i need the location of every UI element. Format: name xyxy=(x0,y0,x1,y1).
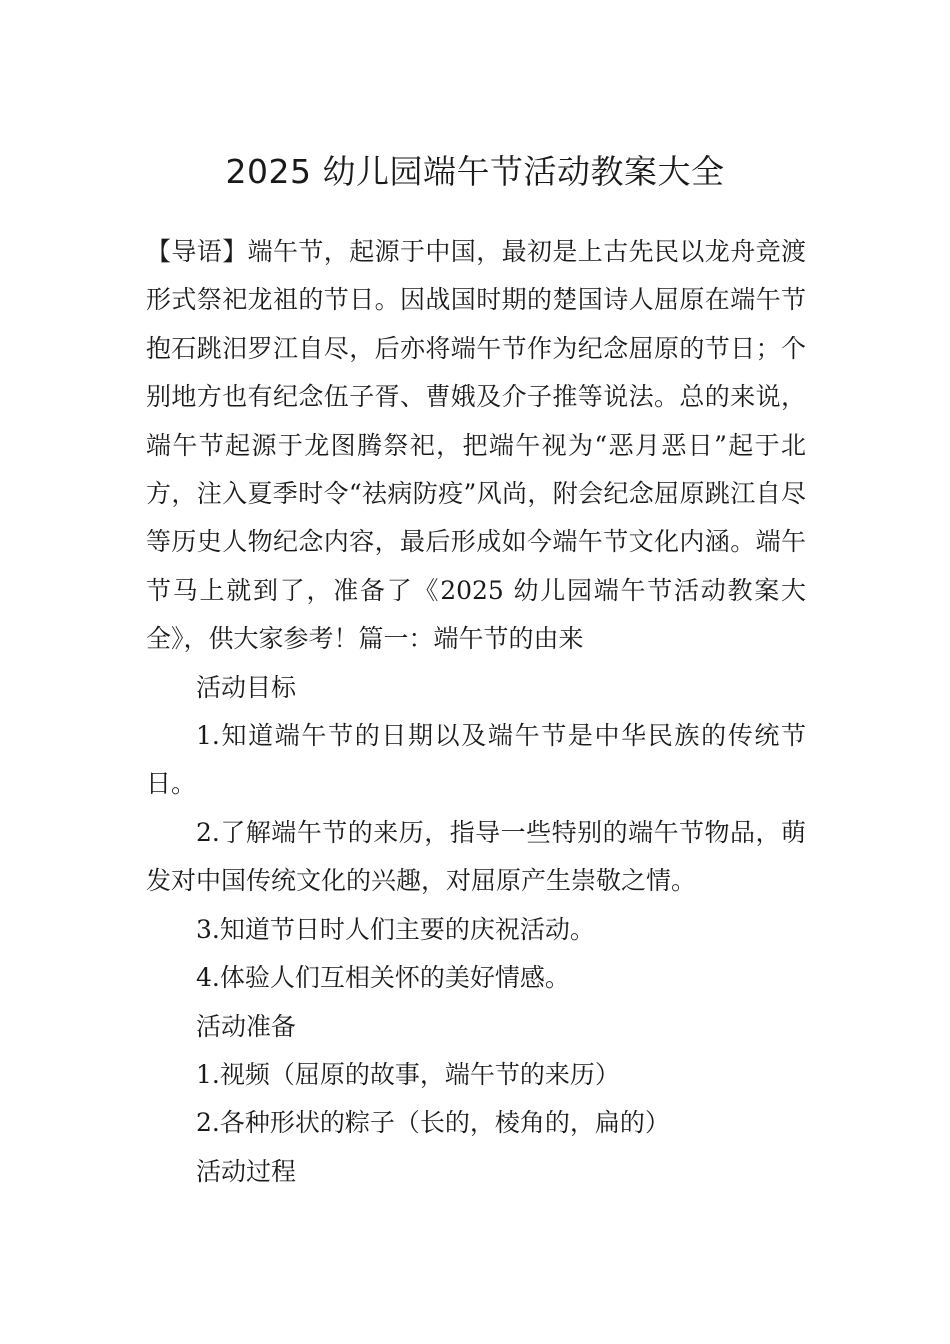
preparation-item-2: 2.各种形状的粽子（长的，棱角的，扁的） xyxy=(196,1108,670,1138)
goal-item-4: 4.体验人们互相关怀的美好情感。 xyxy=(196,963,570,993)
goal-item-1: 1.知道端午节的日期以及端午节是中华民族的传统节日。 xyxy=(146,721,806,799)
section-heading-activity-preparation: 活动准备 xyxy=(196,1011,297,1041)
preparation-item-1: 1.视频（屈原的故事，端午节的来历） xyxy=(196,1059,620,1089)
document-title: 2025 幼儿园端午节活动教案大全 xyxy=(225,152,725,192)
goal-item-2: 2.了解端午节的来历，指导一些特别的端午节物品，萌发对中国传统文化的兴趣，对屈原产生崇敬之情。 xyxy=(146,817,806,896)
intro-paragraph: 【导语】端午节，起源于中国，最初是上古先民以龙舟竞渡形式祭祀龙祖的节日。因战国时期的楚国诗人屈原在端午节抱石跳汨罗江自尽，后亦将端午节作为纪念屈原的节日；个别地方也有纪念伍子胥、曹娥及介子推等说法。总的来说，端午节起源于龙图腾祭祀，把端午视为“恶月恶日”起于北方，注入夏季时令“祛病防疫”风尚，附会纪念屈原跳江自尽等历史人物纪念内容，最后形成如今端午节文化内涵。端午节马上就到了，准备了《2025 幼儿园端午节活动教案大全》，供大家参考！篇一：端午节的由来 xyxy=(146,237,806,654)
document-body xyxy=(146,228,806,1196)
goal-item-3: 3.知道节日时人们主要的庆祝活动。 xyxy=(196,914,595,944)
section-heading-activity-process: 活动过程 xyxy=(196,1156,297,1186)
section-heading-activity-goals: 活动目标 xyxy=(196,672,297,702)
